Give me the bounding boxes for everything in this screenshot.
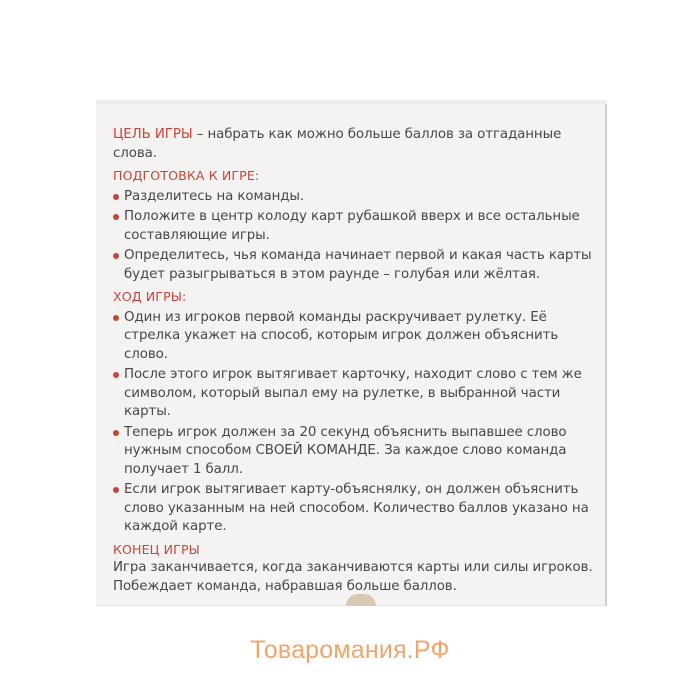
bullet-icon: [113, 194, 119, 200]
preparation-list: [113, 188, 593, 285]
list-item-text: Определитесь, чья команда начинает первой и какая часть карты будет разыгрываться в этом раунде – голубая или жёлтая.: [124, 248, 592, 282]
rules-text: [113, 126, 593, 596]
list-item-text: Теперь игрок должен за 20 секунд объяснить выпавшее слово нужным способом СВОЕЙ КОМАНДЕ. За каждое слово команда получает 1 балл.: [124, 424, 567, 477]
gameplay-list: [113, 309, 593, 537]
list-item-text: После этого игрок вытягивает карточку, находит слово с тем же символом, который выпал ему на рулетке, в выбранной части карты.: [124, 367, 582, 419]
end-heading: КОНЕЦ ИГРЫ: [113, 541, 200, 557]
preparation-heading: ПОДГОТОВКА К ИГРЕ:: [113, 168, 260, 183]
goal-text: – набрать как можно больше баллов за отгаданные слова.: [113, 127, 562, 161]
list-item: [113, 188, 593, 207]
list-item-text: Разделитесь на команды.: [124, 188, 305, 204]
list-item-text: Один из игроков первой команды раскручивает рулетку. Её стрелка укажет на способ, которым игрок должен объяснить слово.: [124, 309, 559, 362]
end-text: Игра заканчивается, когда заканчиваются карты или силы игроков. Побеждает команда, набравшая больше баллов.: [113, 560, 593, 594]
list-item: [113, 481, 593, 537]
goal-label: ЦЕЛЬ ИГРЫ: [113, 127, 193, 142]
bullet-icon: [113, 253, 119, 259]
list-item: [113, 424, 593, 480]
rules-card: [96, 104, 607, 606]
list-item-text: Положите в центр колоду карт рубашкой вверх и все остальные составляющие игры.: [124, 209, 580, 243]
bullet-icon: [113, 214, 119, 220]
list-item: [113, 208, 593, 245]
list-item: [113, 247, 593, 284]
watermark: Товаромания.РФ: [250, 636, 450, 664]
bullet-icon: [113, 372, 119, 378]
bullet-icon: [113, 430, 119, 436]
list-item-text: Если игрок вытягивает карту-объяснялку, он должен объяснить слово указанным на ней способом. Количество баллов указано на каждой карте.: [124, 482, 589, 534]
box-tab: [346, 594, 376, 606]
list-item: [113, 309, 593, 365]
bullet-icon: [113, 487, 119, 493]
bullet-icon: [113, 315, 119, 321]
goal-paragraph: [113, 126, 593, 163]
gameplay-heading: ХОД ИГРЫ:: [113, 289, 187, 304]
list-item: [113, 366, 593, 422]
